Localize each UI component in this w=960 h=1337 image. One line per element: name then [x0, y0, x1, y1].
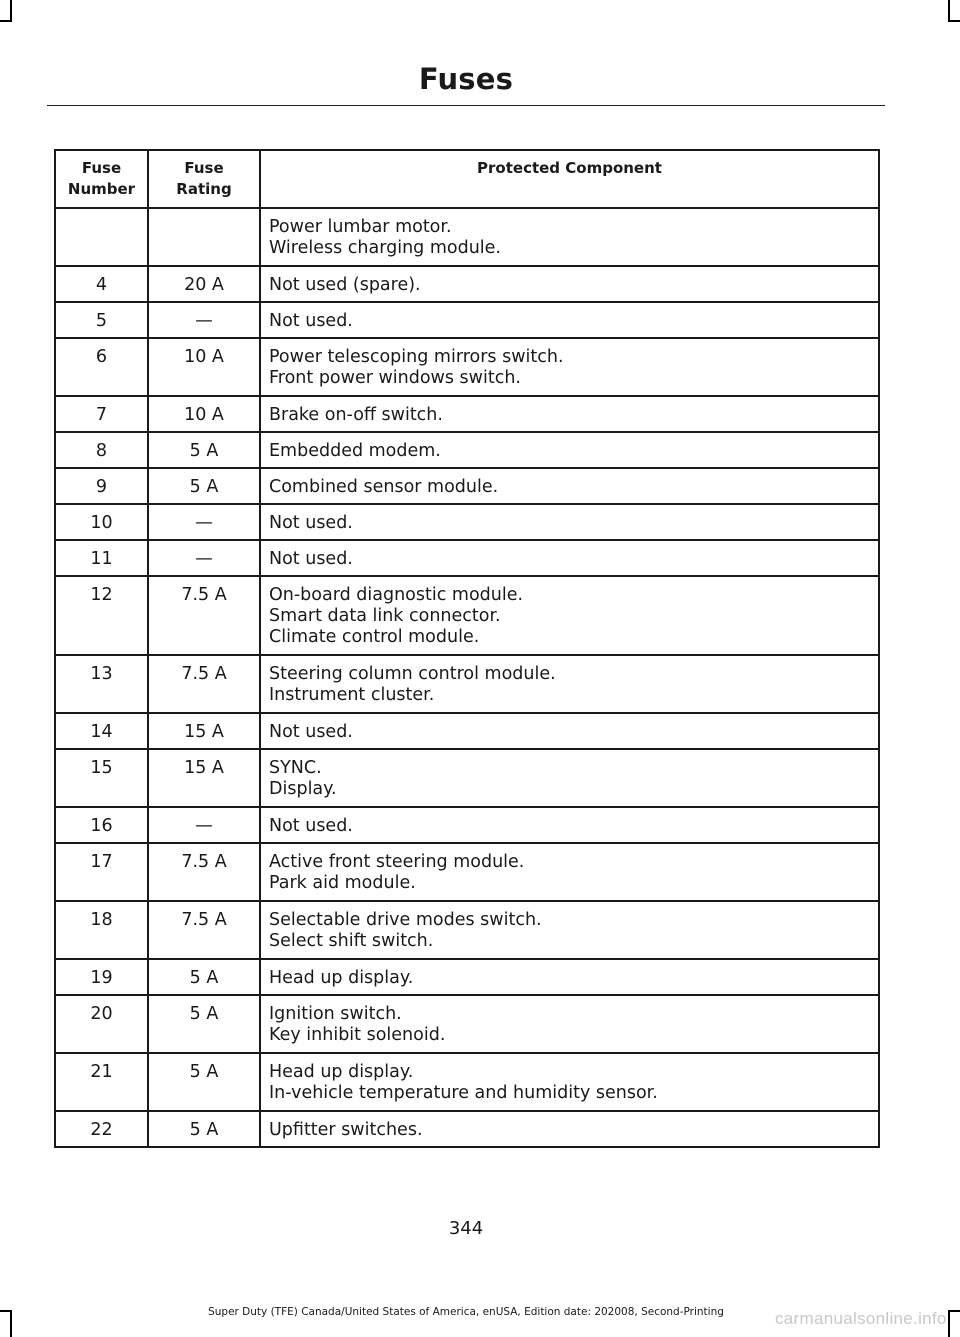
component-line: Smart data link connector. — [269, 606, 501, 626]
component-line: Combined sensor module. — [269, 477, 499, 497]
component-line: Not used (spare). — [269, 275, 421, 295]
component-line: Not used. — [269, 311, 353, 331]
table-row — [55, 266, 879, 302]
fuse-rating-cell — [148, 208, 260, 266]
protected-component-cell — [260, 576, 879, 655]
fuse-number-cell: 8 — [55, 432, 148, 468]
fuse-number-cell: 9 — [55, 468, 148, 504]
protected-component-cell — [260, 266, 879, 302]
component-line: Key inhibit solenoid. — [269, 1025, 446, 1045]
fuse-number-cell: 13 — [55, 655, 148, 713]
protected-component-cell — [260, 807, 879, 843]
fuse-number-cell: 11 — [55, 540, 148, 576]
table-row — [55, 901, 879, 959]
table-row — [55, 1053, 879, 1111]
protected-component-cell — [260, 468, 879, 504]
crop-mark — [948, 20, 960, 22]
fuse-number-cell: 4 — [55, 266, 148, 302]
table-row — [55, 396, 879, 432]
fuse-rating-cell: 5 A — [148, 959, 260, 995]
component-line: Steering column control module. — [269, 664, 556, 684]
fuse-number-cell: 22 — [55, 1111, 148, 1147]
protected-component-cell — [260, 995, 879, 1053]
fuse-number-cell: 12 — [55, 576, 148, 655]
table-row — [55, 655, 879, 713]
component-line: Power lumbar motor. — [269, 217, 452, 237]
component-line: Climate control module. — [269, 627, 480, 647]
component-line: Not used. — [269, 816, 353, 836]
protected-component-cell — [260, 901, 879, 959]
component-line: On-board diagnostic module. — [269, 585, 524, 605]
table-row — [55, 1111, 879, 1147]
page-number: 344 — [448, 1218, 484, 1239]
table-row — [55, 959, 879, 995]
component-line: Instrument cluster. — [269, 685, 435, 705]
table-row — [55, 995, 879, 1053]
protected-component-cell — [260, 208, 879, 266]
table-row — [55, 468, 879, 504]
fuse-rating-cell: — — [148, 302, 260, 338]
table-row — [55, 432, 879, 468]
protected-component-cell — [260, 959, 879, 995]
component-line: In-vehicle temperature and humidity sensor. — [269, 1083, 658, 1103]
fuse-number-cell: 18 — [55, 901, 148, 959]
protected-component-cell — [260, 540, 879, 576]
protected-component-cell — [260, 843, 879, 901]
fuse-rating-cell: 7.5 A — [148, 843, 260, 901]
protected-component-cell — [260, 749, 879, 807]
fuse-number-cell: 21 — [55, 1053, 148, 1111]
protected-component-cell — [260, 432, 879, 468]
component-line: SYNC. — [269, 758, 322, 778]
fuse-rating-cell: — — [148, 504, 260, 540]
table-row — [55, 713, 879, 749]
component-line: Selectable drive modes switch. — [269, 910, 542, 930]
protected-component-cell — [260, 302, 879, 338]
table-row — [55, 338, 879, 396]
fuse-table — [54, 149, 880, 1148]
component-line: Not used. — [269, 549, 353, 569]
fuse-rating-cell: 15 A — [148, 713, 260, 749]
watermark: carmanualsonline.info — [775, 1309, 947, 1328]
fuse-rating-cell: 5 A — [148, 468, 260, 504]
fuse-number-cell: 14 — [55, 713, 148, 749]
protected-component-cell — [260, 1053, 879, 1111]
fuse-number-cell: 17 — [55, 843, 148, 901]
fuse-rating-cell: 7.5 A — [148, 901, 260, 959]
table-row — [55, 749, 879, 807]
table-row — [55, 208, 879, 266]
fuse-number-cell: 10 — [55, 504, 148, 540]
fuse-number-cell: 16 — [55, 807, 148, 843]
component-line: Front power windows switch. — [269, 368, 521, 388]
component-line: Head up display. — [269, 968, 414, 988]
component-line: Display. — [269, 779, 337, 799]
component-line: Active front steering module. — [269, 852, 525, 872]
table-row — [55, 302, 879, 338]
crop-mark — [948, 1310, 960, 1312]
fuse-number-cell — [55, 208, 148, 266]
component-line: Embedded modem. — [269, 441, 441, 461]
table-row — [55, 843, 879, 901]
component-line: Power telescoping mirrors switch. — [269, 347, 564, 367]
component-line: Park aid module. — [269, 873, 416, 893]
protected-component-cell — [260, 396, 879, 432]
crop-mark — [948, 1310, 950, 1337]
fuse-rating-cell: 7.5 A — [148, 655, 260, 713]
protected-component-cell — [260, 655, 879, 713]
fuse-number-cell: 19 — [55, 959, 148, 995]
header-divider — [47, 105, 885, 106]
protected-component-cell — [260, 504, 879, 540]
fuse-rating-cell: 5 A — [148, 1111, 260, 1147]
fuse-number-cell: 7 — [55, 396, 148, 432]
fuse-rating-cell: 5 A — [148, 432, 260, 468]
header-protected-component: Protected Component — [260, 150, 879, 208]
component-line: Not used. — [269, 722, 353, 742]
table-row — [55, 576, 879, 655]
table-header-row — [55, 150, 879, 208]
component-line: Ignition switch. — [269, 1004, 402, 1024]
fuse-number-cell: 20 — [55, 995, 148, 1053]
fuse-rating-cell: 5 A — [148, 995, 260, 1053]
table-row — [55, 504, 879, 540]
component-line: Upfitter switches. — [269, 1120, 423, 1140]
fuse-rating-cell: 20 A — [148, 266, 260, 302]
component-line: Head up display. — [269, 1062, 414, 1082]
header-fuse-rating: Fuse Rating — [148, 150, 260, 208]
fuse-number-cell: 15 — [55, 749, 148, 807]
header-fuse-number: Fuse Number — [55, 150, 148, 208]
protected-component-cell — [260, 338, 879, 396]
crop-mark — [948, 0, 950, 20]
fuse-rating-cell: — — [148, 540, 260, 576]
table-row — [55, 807, 879, 843]
component-line: Select shift switch. — [269, 931, 434, 951]
fuse-rating-cell: 10 A — [148, 396, 260, 432]
fuse-number-cell: 6 — [55, 338, 148, 396]
component-line: Brake on-off switch. — [269, 405, 443, 425]
fuse-rating-cell: 5 A — [148, 1053, 260, 1111]
fuse-number-cell: 5 — [55, 302, 148, 338]
component-line: Not used. — [269, 513, 353, 533]
fuse-rating-cell: — — [148, 807, 260, 843]
crop-mark — [10, 0, 12, 20]
crop-mark — [0, 20, 12, 22]
fuse-rating-cell: 10 A — [148, 338, 260, 396]
fuse-rating-cell: 15 A — [148, 749, 260, 807]
table-row — [55, 540, 879, 576]
fuse-rating-cell: 7.5 A — [148, 576, 260, 655]
edition-footer: Super Duty (TFE) Canada/United States of America, enUSA, Edition date: 202008, Second-Printing — [208, 1306, 724, 1318]
component-line: Wireless charging module. — [269, 238, 501, 258]
protected-component-cell — [260, 1111, 879, 1147]
page-title: Fuses — [418, 62, 514, 96]
protected-component-cell — [260, 713, 879, 749]
